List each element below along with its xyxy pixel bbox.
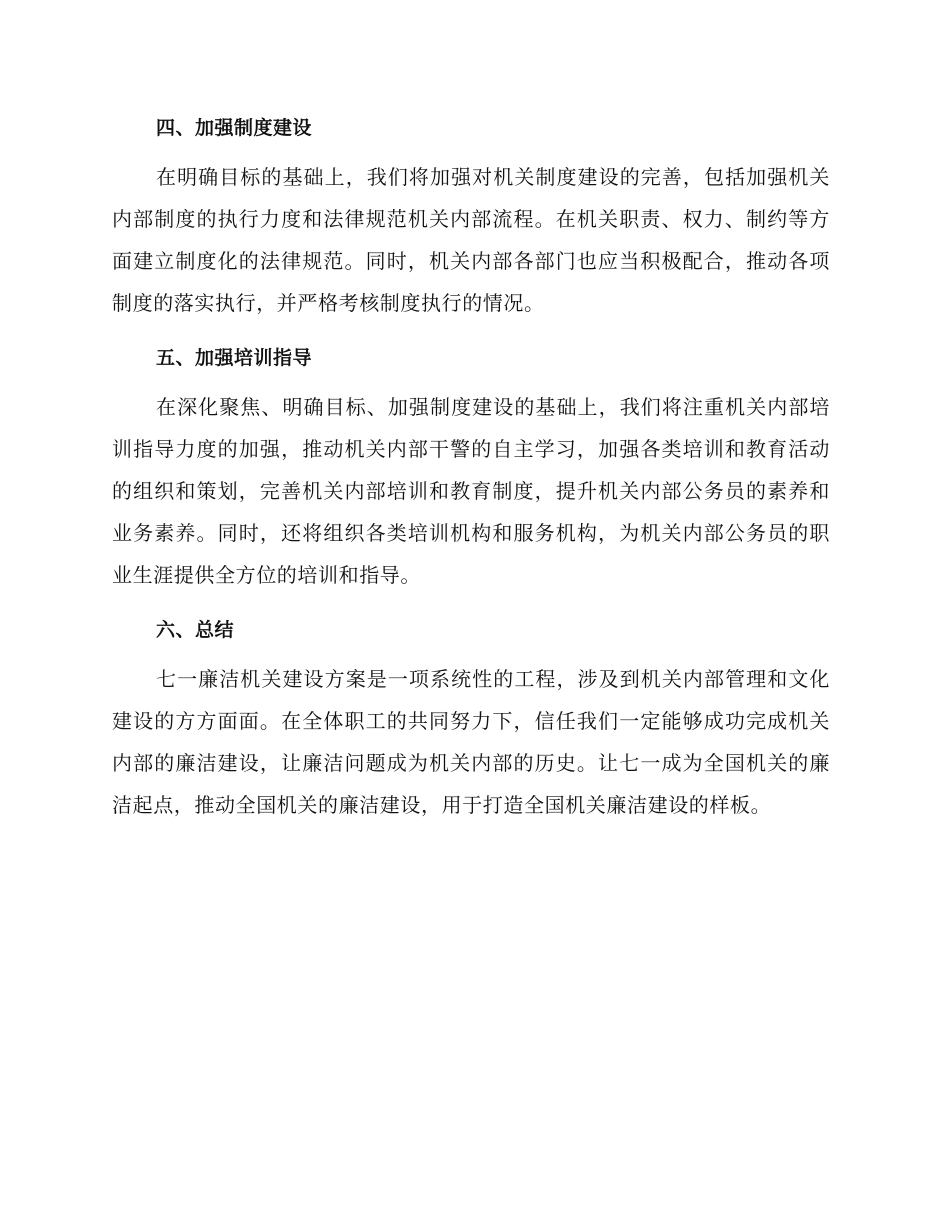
section-training-guidance: [112, 338, 830, 596]
section-summary: [112, 610, 830, 826]
section-institution-building: [112, 108, 830, 324]
section-heading: 六、总结: [156, 619, 235, 641]
document-page: [112, 108, 830, 840]
section-heading: 四、加强制度建设: [156, 117, 313, 139]
section-heading: 五、加强培训指导: [156, 347, 313, 369]
section-paragraph: 在深化聚焦、明确目标、加强制度建设的基础上，我们将注重机关内部培训指导力度的加强，推动机关内部干警的自主学习，加强各类培训和教育活动的组织和策划，完善机关内部培训和教育制度，提升机关内部公务员的素养和业务素养。同时，还将组织各类培训机构和服务机构，为机关内部公务员的职业生涯提供全方位的培训和指导。: [112, 395, 830, 587]
section-paragraph: 在明确目标的基础上，我们将加强对机关制度建设的完善，包括加强机关内部制度的执行力度和法律规范机关内部流程。在机关职责、权力、制约等方面建立制度化的法律规范。同时，机关内部各部门也应当积极配合，推动各项制度的落实执行，并严格考核制度执行的情况。: [112, 165, 830, 315]
section-paragraph: 七一廉洁机关建设方案是一项系统性的工程，涉及到机关内部管理和文化建设的方方面面。在全体职工的共同努力下，信任我们一定能够成功完成机关内部的廉洁建设，让廉洁问题成为机关内部的历史。让七一成为全国机关的廉洁起点，推动全国机关的廉洁建设，用于打造全国机关廉洁建设的样板。: [112, 667, 830, 817]
